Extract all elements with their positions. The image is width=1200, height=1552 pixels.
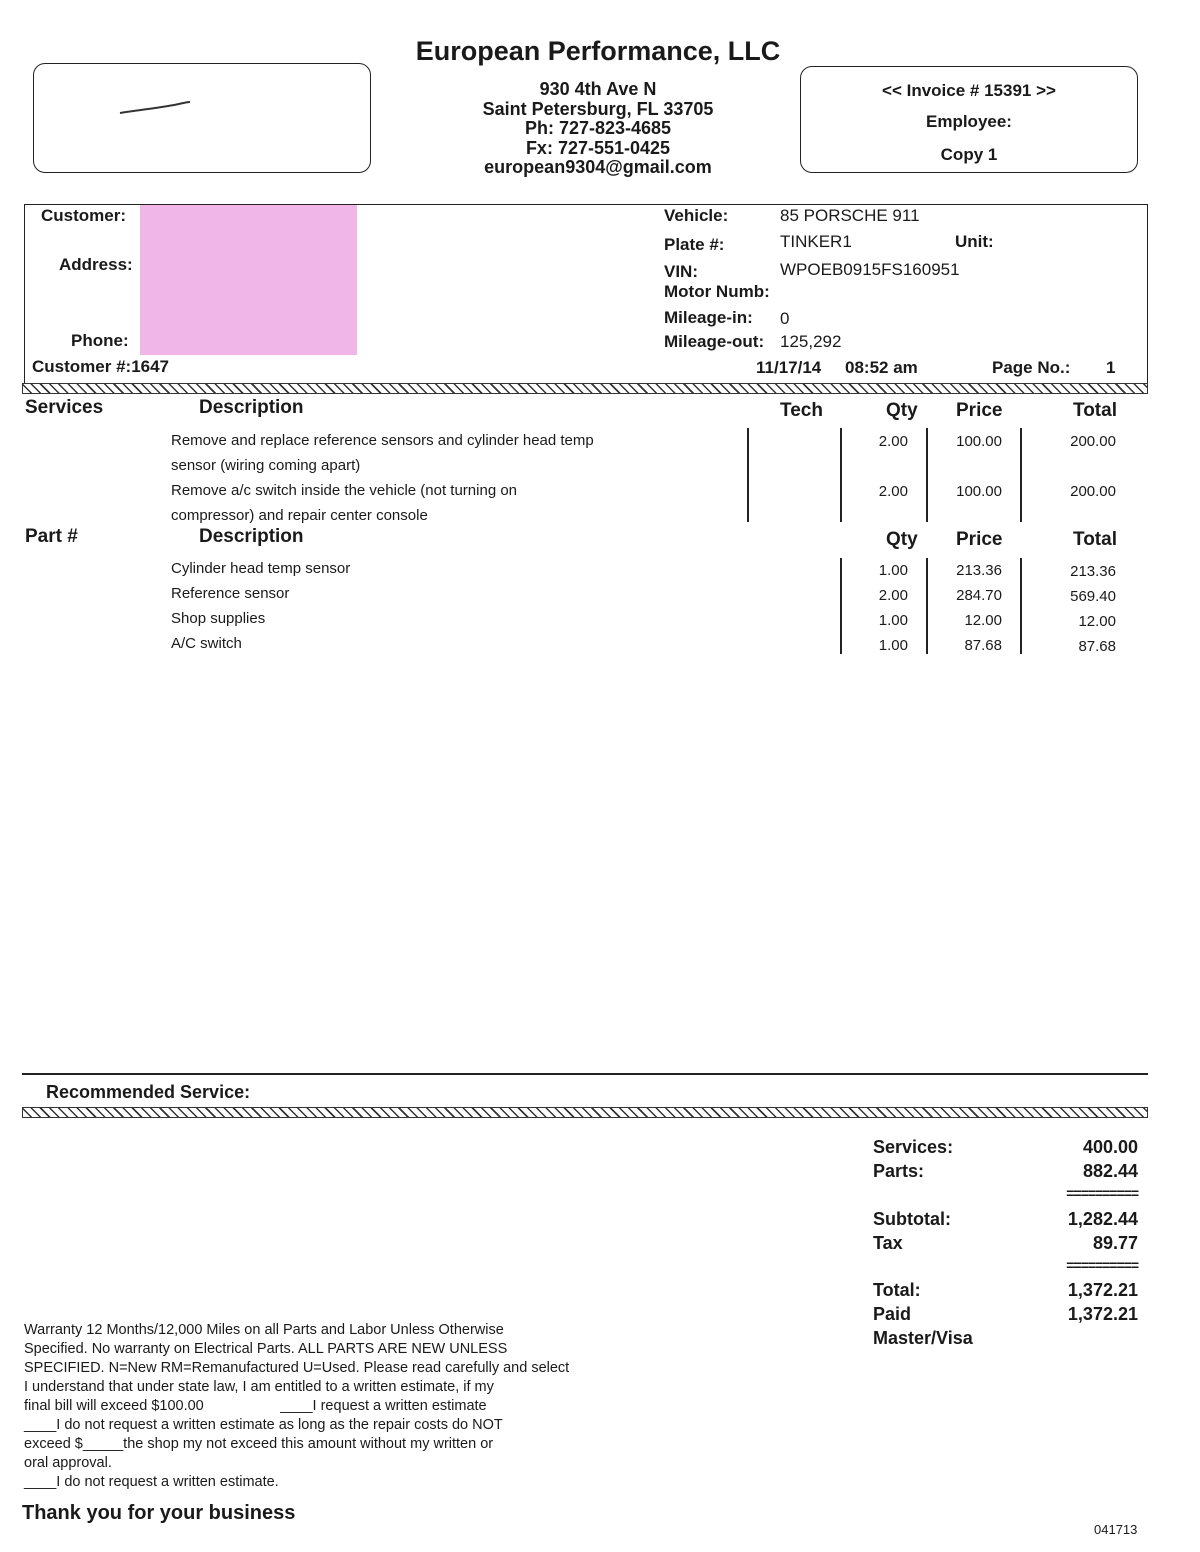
mileage-out-value: 125,292	[780, 332, 842, 351]
parts-total-header: Total	[1073, 529, 1117, 550]
part-qty: 2.00	[878, 587, 908, 604]
subtotal-label: Subtotal:	[873, 1209, 951, 1229]
phone-label: Phone:	[71, 331, 129, 350]
services-header: Services	[25, 397, 104, 418]
subtotal-value: 1,282.44	[1067, 1209, 1138, 1229]
hatch-divider-bottom	[22, 1107, 1148, 1118]
warranty-text	[24, 1321, 664, 1492]
unit-label: Unit:	[955, 232, 994, 251]
warranty-line: ____I do not request a written estimate.	[24, 1474, 279, 1490]
pen-stroke-mark	[118, 100, 192, 116]
services-description-header: Description	[199, 397, 304, 418]
invoice-number: << Invoice # 15391 >>	[882, 81, 1056, 100]
service-qty: 2.00	[878, 483, 908, 500]
tax-value: 89.77	[1092, 1233, 1138, 1253]
services-total-label: Services:	[873, 1137, 954, 1157]
total-separator: ==========	[1066, 1257, 1138, 1273]
warranty-line: ____I do not request a written estimate as long as the repair costs do NOT	[24, 1417, 503, 1433]
payment-method: Master/Visa	[873, 1328, 973, 1348]
shop-name: European Performance, LLC	[415, 36, 781, 66]
service-row	[171, 428, 691, 478]
vin-value: WPOEB0915FS160951	[780, 260, 960, 279]
service-qty: 2.00	[878, 433, 908, 450]
employee-label: Employee:	[926, 112, 1012, 131]
invoice-time: 08:52 am	[845, 358, 918, 377]
part-price: 87.68	[964, 637, 1002, 654]
warranty-line: exceed $_____the shop my not exceed this amount without my written or	[24, 1436, 494, 1452]
tech-header: Tech	[780, 400, 823, 421]
parts-price-column	[932, 558, 1002, 658]
total-separator: ==========	[1066, 1185, 1138, 1201]
mileage-out-label: Mileage-out:	[664, 332, 765, 351]
grand-total-value: 1,372.21	[1067, 1280, 1138, 1300]
qty-column-bar	[840, 428, 842, 522]
part-description: A/C switch	[171, 635, 242, 652]
services-price-header: Price	[956, 400, 1003, 421]
parts-total-column	[1030, 559, 1116, 659]
shop-email: european9304@gmail.com	[484, 157, 712, 177]
parts-qty-column	[848, 558, 908, 658]
page-number-label: Page No.:	[992, 358, 1071, 377]
part-price: 213.36	[956, 562, 1002, 579]
customer-label: Customer:	[41, 206, 127, 225]
price-column-bar	[926, 428, 928, 522]
shop-street: 930 4th Ave N	[539, 79, 657, 99]
part-qty: 1.00	[878, 637, 908, 654]
shop-city: Saint Petersburg, FL 33705	[482, 98, 714, 119]
invoice-date: 11/17/14	[756, 358, 822, 377]
service-price: 100.00	[956, 433, 1002, 450]
warranty-line: Specified. No warranty on Electrical Parts. ALL PARTS ARE NEW UNLESS	[24, 1341, 508, 1357]
warranty-line: I understand that under state law, I am entitled to a written estimate, if my	[24, 1379, 494, 1395]
parts-total-column-bar	[1020, 558, 1022, 654]
shop-address	[440, 80, 756, 178]
part-description: Cylinder head temp sensor	[171, 560, 351, 577]
paid-value: 1,372.21	[1067, 1304, 1138, 1324]
warranty-line: final bill will exceed $100.00 ____I request a written estimate	[24, 1398, 487, 1414]
thank-you-message: Thank you for your business	[22, 1502, 296, 1524]
redaction-block	[140, 205, 357, 355]
recommended-rule	[22, 1073, 1148, 1075]
vehicle-label: Vehicle:	[664, 206, 729, 225]
part-number-header: Part #	[25, 526, 78, 547]
service-description-line: compressor) and repair center console	[171, 507, 428, 524]
services-total-header: Total	[1073, 400, 1117, 421]
parts-description-header: Description	[199, 526, 304, 547]
service-price: 100.00	[956, 483, 1002, 500]
invoice-box	[800, 66, 1138, 173]
tech-column-bar	[747, 428, 749, 522]
services-qty-header: Qty	[886, 400, 918, 421]
customer-logo-box	[33, 63, 371, 173]
form-number: 041713	[1094, 1522, 1138, 1537]
part-qty: 1.00	[878, 562, 908, 579]
mileage-in-value: 0	[780, 309, 790, 328]
vehicle-value: 85 PORSCHE 911	[780, 206, 920, 225]
hatch-divider-top	[22, 383, 1148, 394]
customer-number-label: Customer #:	[32, 357, 132, 376]
total-column-bar	[1020, 428, 1022, 522]
warranty-line: SPECIFIED. N=New RM=Remanufactured U=Used. Please read carefully and select	[24, 1360, 570, 1376]
part-total: 213.36	[1070, 563, 1116, 580]
part-total: 12.00	[1078, 613, 1116, 630]
part-price: 284.70	[956, 587, 1002, 604]
warranty-line: Warranty 12 Months/12,000 Miles on all Parts and Labor Unless Otherwise	[24, 1322, 504, 1338]
customer-number	[32, 357, 169, 377]
service-description-line: Remove a/c switch inside the vehicle (not turning on	[171, 482, 518, 499]
grand-total-label: Total:	[873, 1280, 921, 1300]
parts-total-label: Parts:	[873, 1161, 925, 1181]
paid-label: Paid	[873, 1304, 912, 1324]
recommended-service-label: Recommended Service:	[46, 1082, 251, 1102]
parts-price-header: Price	[956, 529, 1003, 550]
address-label: Address:	[59, 255, 133, 274]
motor-number-label: Motor Numb:	[664, 282, 770, 301]
part-total: 569.40	[1070, 588, 1116, 605]
parts-price-column-bar	[926, 558, 928, 654]
part-description: Shop supplies	[171, 610, 266, 627]
part-total: 87.68	[1078, 638, 1116, 655]
page-number-value: 1	[1106, 358, 1116, 377]
copy-label: Copy 1	[940, 145, 998, 164]
part-description: Reference sensor	[171, 585, 290, 602]
customer-number-value: 1647	[131, 357, 170, 376]
tax-label: Tax	[873, 1233, 903, 1253]
service-row	[171, 478, 691, 528]
shop-phone: Ph: 727-823-4685	[524, 118, 672, 138]
parts-total-value: 882.44	[1082, 1161, 1138, 1181]
mileage-in-label: Mileage-in:	[664, 308, 753, 327]
plate-value: TINKER1	[780, 232, 852, 251]
part-qty: 1.00	[878, 612, 908, 629]
service-total: 200.00	[1070, 483, 1116, 500]
part-price: 12.00	[964, 612, 1002, 629]
service-total: 200.00	[1070, 433, 1116, 450]
services-total-value: 400.00	[1082, 1137, 1138, 1157]
vin-label: VIN:	[664, 262, 698, 281]
parts-qty-column-bar	[840, 558, 842, 654]
service-description-line: sensor (wiring coming apart)	[171, 457, 361, 474]
shop-fax: Fx: 727-551-0425	[525, 137, 671, 158]
service-description-line: Remove and replace reference sensors and cylinder head temp	[171, 432, 594, 449]
warranty-line: oral approval.	[24, 1455, 112, 1471]
plate-label: Plate #:	[664, 235, 725, 254]
parts-list	[171, 556, 691, 656]
parts-qty-header: Qty	[886, 529, 918, 550]
